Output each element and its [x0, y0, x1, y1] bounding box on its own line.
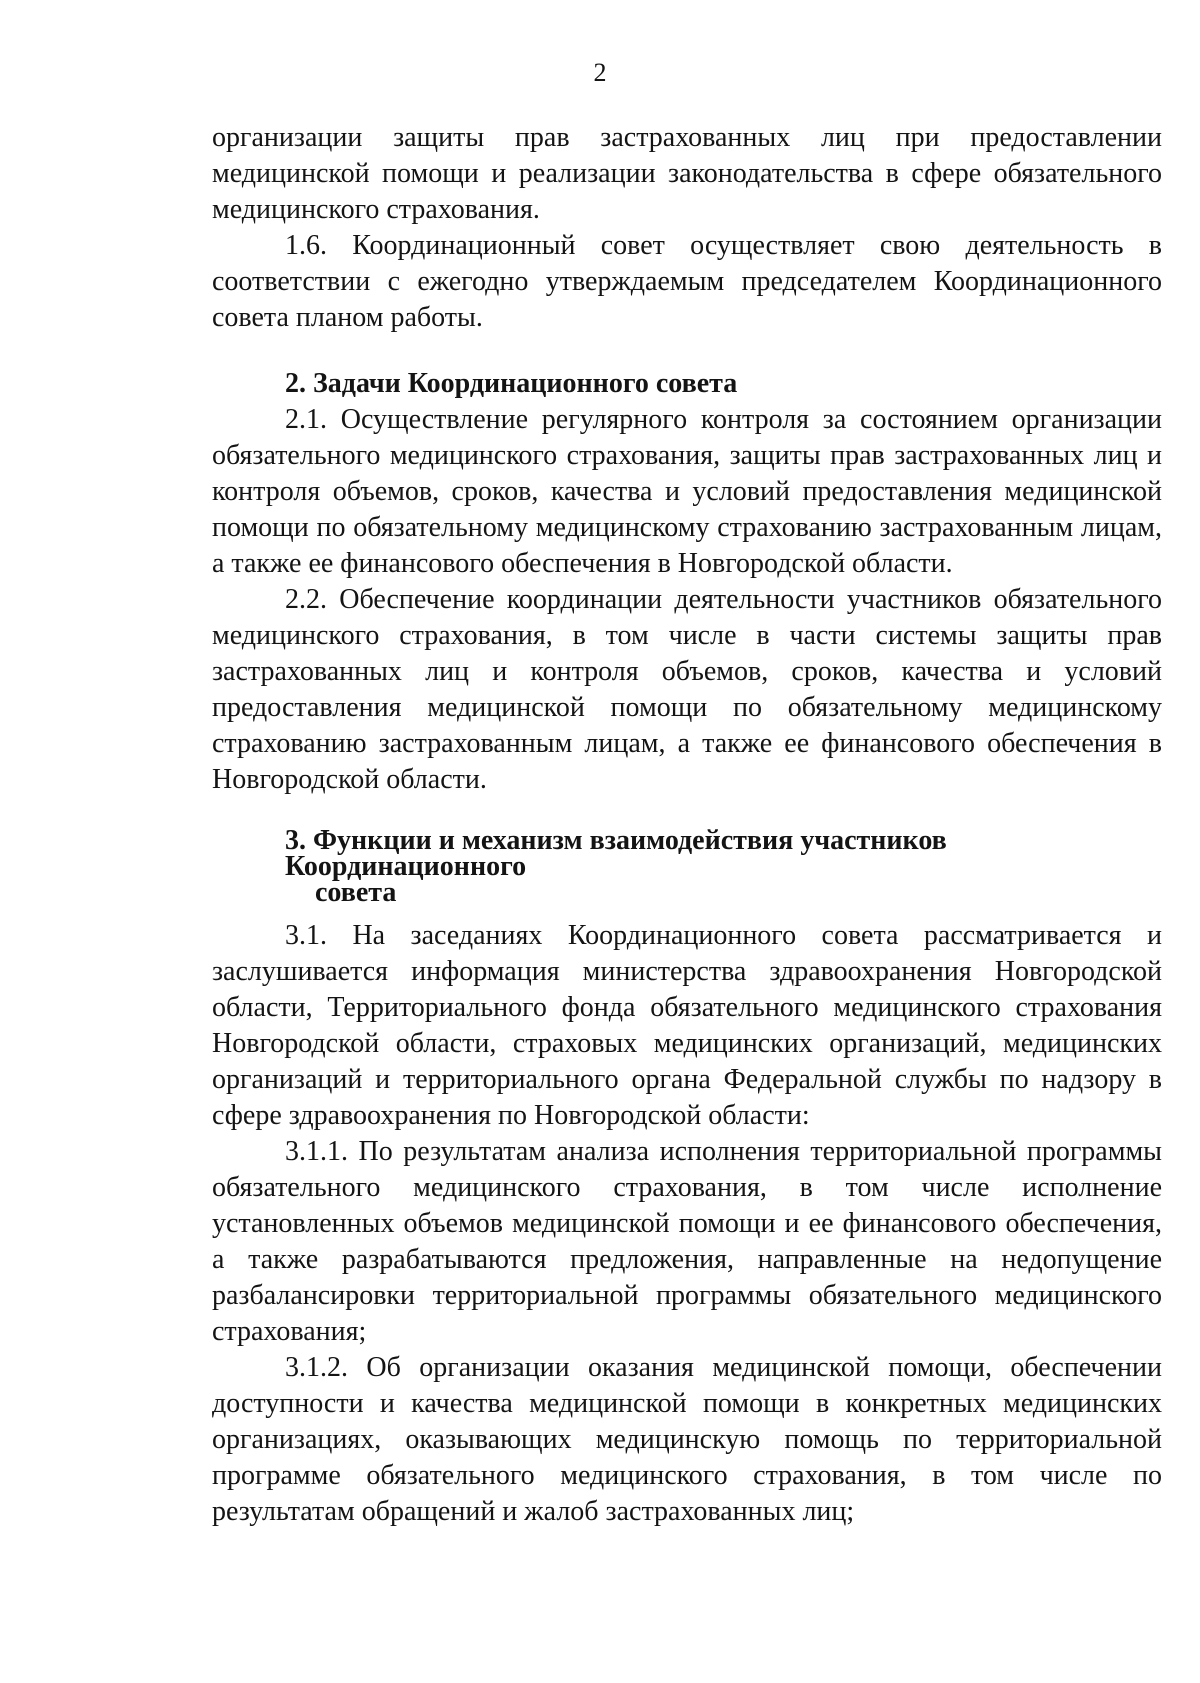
- page-number: 2: [593, 58, 607, 87]
- paragraph-2-1: 2.1. Осуществление регулярного контроля за состоянием организации обязательного медицинского страхования, защиты прав застрахованных лиц и контроля объемов, сроков, качества и условий предоставления медицинской помощи по обязательному медицинскому страхованию застрахованным лицам, а также ее финансового обеспечения в Новгородской области.: [212, 404, 1162, 579]
- section-heading-3-line1: 3. Функции и механизм взаимодействия участников Координационного: [285, 825, 947, 882]
- paragraph-3-1: 3.1. На заседаниях Координационного совета рассматривается и заслушивается информация министерства здравоохранения Новгородской области, Территориального фонда обязательного медицинского страхования Новгородской области, страховых медицинских организаций, медицинских организаций и территориального органа Федеральной службы по надзору в сфере здравоохранения по Новгородской области:: [212, 920, 1162, 1131]
- paragraph-1-6: 1.6. Координационный совет осуществляет свою деятельность в соответствии с ежегодно утверждаемым председателем Координационного совета планом работы.: [212, 230, 1162, 333]
- paragraph-3-1-1: 3.1.1. По результатам анализа исполнения территориальной программы обязательного медицинского страхования, в том числе исполнение установленных объемов медицинской помощи и ее финансового обеспечения, а также разрабатываются предложения, направленные на недопущение разбалансировки территориальной программы обязательного медицинского страхования;: [212, 1136, 1162, 1347]
- section-heading-2: 2. Задачи Координационного совета: [285, 368, 738, 399]
- section-heading-3: [212, 825, 1162, 918]
- document-body: [212, 120, 1162, 1530]
- section-heading-3-line2: совета: [315, 877, 397, 908]
- paragraph-2-2: 2.2. Обеспечение координации деятельности участников обязательного медицинского страхования, в том числе в части системы защиты прав застрахованных лиц и контроля объемов, сроков, качества и условий предоставления медицинской помощи по обязательному медицинскому страхованию застрахованным лицам, а также ее финансового обеспечения в Новгородской области.: [212, 584, 1162, 795]
- paragraph-continuation: организации защиты прав застрахованных лиц при предоставлении медицинской помощи и реализации законодательства в сфере обязательного медицинского страхования.: [212, 122, 1162, 225]
- paragraph-3-1-2: 3.1.2. Об организации оказания медицинской помощи, обеспечении доступности и качества медицинской помощи в конкретных медицинских организациях, оказывающих медицинскую помощь по территориальной программе обязательного медицинского страхования, в том числе по результатам обращений и жалоб застрахованных лиц;: [212, 1352, 1162, 1527]
